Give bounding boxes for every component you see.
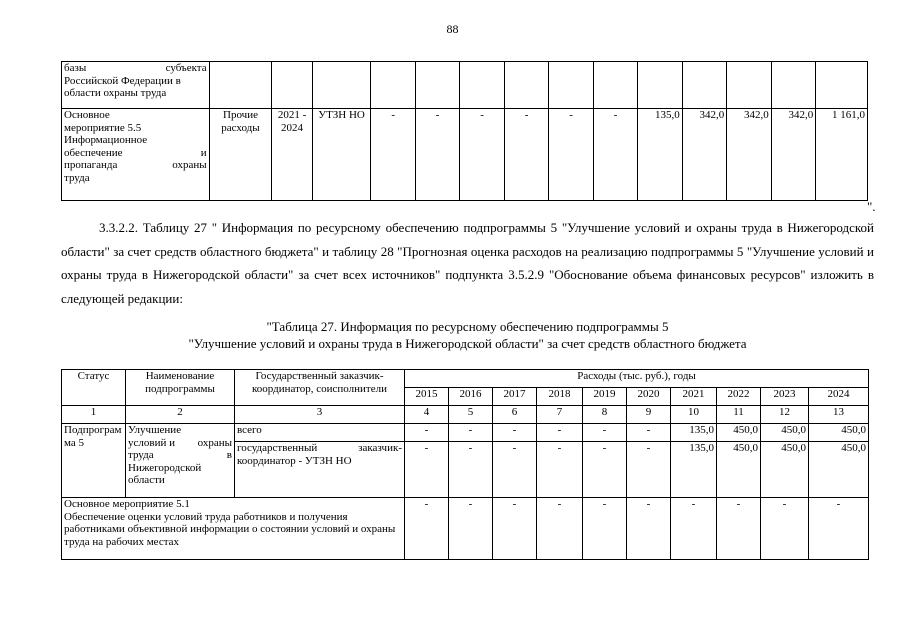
closing-quote: ". — [867, 199, 876, 214]
continuation-table — [61, 61, 868, 201]
value-cell: - — [449, 442, 493, 498]
table-caption — [61, 318, 874, 352]
column-number: 13 — [809, 406, 869, 424]
customer-cell: всего — [235, 424, 405, 442]
subprogram-status: Подпрограмма 5 — [62, 424, 126, 498]
row-label: базы субъекта Российской Федерации в области охраны труда — [62, 62, 210, 109]
value-cell: 450,0 — [761, 424, 809, 442]
column-number: 6 — [493, 406, 537, 424]
measure-5-5-name: Основное мероприятие 5.5 Информационное обеспечение и пропаганда охраны труда — [62, 109, 210, 201]
value-cell: 135,0 — [671, 424, 717, 442]
column-number: 5 — [449, 406, 493, 424]
value-cell: - — [549, 109, 593, 201]
caption-line-2: "Улучшение условий и охраны труда в Нижегородской области" за счет средств областного бюджета — [188, 336, 747, 351]
year-header: 2022 — [717, 388, 761, 406]
table-row — [62, 498, 869, 560]
value-cell: - — [460, 109, 504, 201]
column-number: 7 — [537, 406, 583, 424]
total-cell: 1 161,0 — [816, 109, 868, 201]
value-cell: 342,0 — [727, 109, 771, 201]
measure-5-1 — [62, 498, 405, 560]
subprogram-name: Улучшение условий и охраны труда в Нижегородской области — [126, 424, 235, 498]
value-cell: - — [583, 498, 627, 560]
column-number: 10 — [671, 406, 717, 424]
column-number: 9 — [627, 406, 671, 424]
value-cell: - — [761, 498, 809, 560]
value-cell: - — [537, 498, 583, 560]
table-row — [62, 109, 868, 201]
measure-title: Основное мероприятие 5.1 — [64, 498, 190, 510]
customer-cell: государственный заказчик-координатор - УТЗН НО — [235, 442, 405, 498]
year-header: 2020 — [627, 388, 671, 406]
year-header: 2019 — [583, 388, 627, 406]
value-cell: - — [504, 109, 548, 201]
year-header: 2021 — [671, 388, 717, 406]
year-header: 2024 — [809, 388, 869, 406]
value-cell: 135,0 — [671, 442, 717, 498]
value-cell: 342,0 — [682, 109, 726, 201]
header-expenses: Расходы (тыс. руб.), годы — [405, 370, 869, 388]
resource-table — [61, 369, 869, 560]
executor: УТЗН НО — [312, 109, 371, 201]
column-number-row — [62, 406, 869, 424]
value-cell: 342,0 — [771, 109, 815, 201]
value-cell: 450,0 — [717, 424, 761, 442]
value-cell: - — [493, 498, 537, 560]
header-customer: Государственный заказчик-координатор, соисполнители — [235, 370, 405, 406]
table-row — [62, 424, 869, 442]
value-cell: - — [493, 442, 537, 498]
value-cell: - — [627, 424, 671, 442]
header-name: Наименование подпрограммы — [126, 370, 235, 406]
year-header: 2018 — [537, 388, 583, 406]
value-cell: - — [593, 109, 637, 201]
column-number: 4 — [405, 406, 449, 424]
year-header: 2023 — [761, 388, 809, 406]
year-header: 2017 — [493, 388, 537, 406]
column-number: 3 — [235, 406, 405, 424]
value-cell: - — [537, 424, 583, 442]
page-number: 88 — [446, 22, 459, 36]
value-cell: - — [449, 498, 493, 560]
measure-text: Обеспечение оценки условий труда работников и получения работниками объективной информации о состоянии условий и охраны труда на рабочих местах — [64, 510, 396, 548]
value-cell: 450,0 — [761, 442, 809, 498]
caption-line-1: "Таблица 27. Информация по ресурсному обеспечению подпрограммы 5 — [266, 319, 669, 334]
value-cell: - — [537, 442, 583, 498]
period: 2021 - 2024 — [272, 109, 312, 201]
value-cell: - — [405, 442, 449, 498]
value-cell: 450,0 — [809, 442, 869, 498]
table-row — [62, 62, 868, 109]
value-cell: - — [583, 424, 627, 442]
value-cell: - — [809, 498, 869, 560]
value-cell: - — [449, 424, 493, 442]
value-cell: 450,0 — [717, 442, 761, 498]
value-cell: - — [671, 498, 717, 560]
amendment-paragraph: 3.3.2.2. Таблицу 27 " Информация по ресурсному обеспечению подпрограммы 5 "Улучшение условий и охраны труда в Нижегородской области" за счет средств областного бюджета" и таблицу 28 "Прогнозная оценка расходов на реализацию подпрограммы 5 "Улучшение условий и охраны труда в Нижегородской области" за счет всех источников" подпункта 3.5.2.9 "Обоснование объема финансовых ресурсов" изложить в следующей редакции: — [61, 220, 874, 306]
value-cell: - — [405, 424, 449, 442]
value-cell: 450,0 — [809, 424, 869, 442]
year-header: 2016 — [449, 388, 493, 406]
column-number: 2 — [126, 406, 235, 424]
column-number: 12 — [761, 406, 809, 424]
value-cell: - — [371, 109, 415, 201]
value-cell: - — [627, 442, 671, 498]
header-row — [62, 370, 869, 388]
value-cell: - — [493, 424, 537, 442]
column-number: 8 — [583, 406, 627, 424]
funding-source: Прочие расходы — [209, 109, 272, 201]
value-cell: - — [583, 442, 627, 498]
value-cell: - — [415, 109, 459, 201]
column-number: 11 — [717, 406, 761, 424]
header-status: Статус — [62, 370, 126, 406]
value-cell: - — [717, 498, 761, 560]
column-number: 1 — [62, 406, 126, 424]
value-cell: 135,0 — [638, 109, 682, 201]
value-cell: - — [405, 498, 449, 560]
year-header: 2015 — [405, 388, 449, 406]
value-cell: - — [627, 498, 671, 560]
